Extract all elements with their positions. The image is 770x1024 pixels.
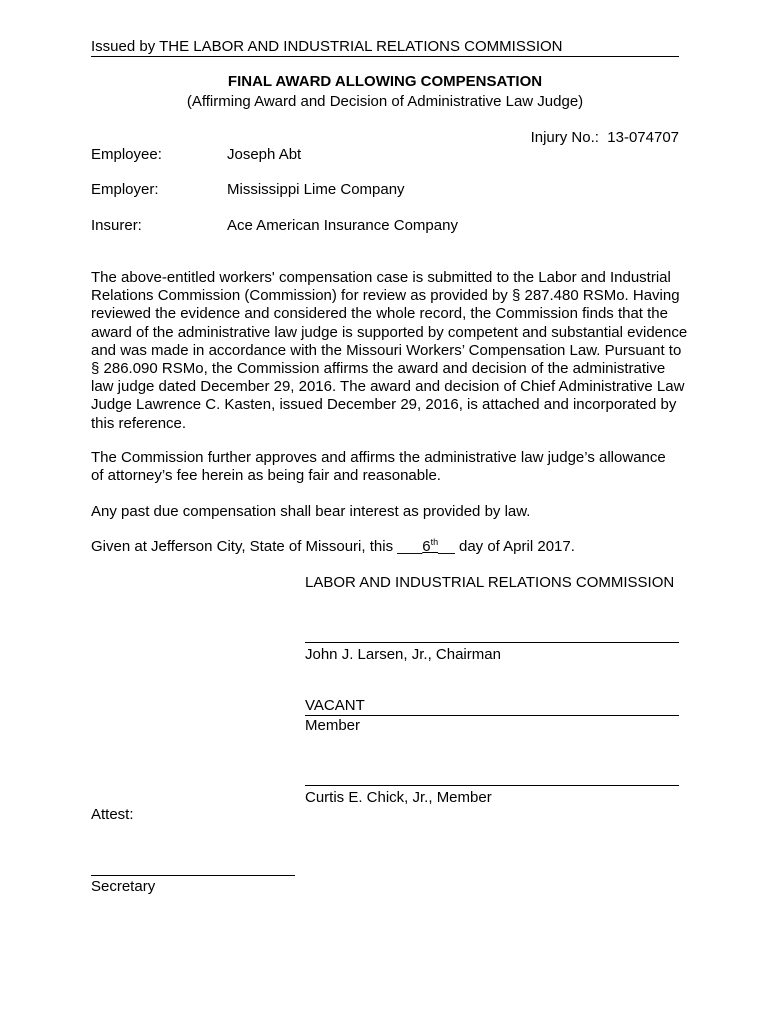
paragraph-interest: Any past due compensation shall bear interest as provided by law. <box>91 503 531 520</box>
insurer-label: Insurer: <box>91 217 142 234</box>
paragraph-line: The above-entitled workers' compensation case is submitted to the Labor and Industrial <box>91 269 671 286</box>
paragraph-line: this reference. <box>91 414 187 432</box>
employee-value: Joseph Abt <box>227 146 302 163</box>
given-day-pad-left: ___ <box>397 538 423 555</box>
given-day <box>422 538 438 555</box>
paragraph-line: The Commission further approves and affirms the administrative law judge’s allowance <box>91 449 666 466</box>
given-date-line <box>91 538 575 555</box>
member-label: Member <box>305 717 361 734</box>
document-subtitle: (Affirming Award and Decision of Administrative Law Judge) <box>186 93 584 110</box>
paragraph-line: Judge Lawrence C. Kasten, issued December 29, 2016, is attached and incorporated by <box>91 396 677 414</box>
paragraph-attorney-fee <box>91 449 701 485</box>
employer-label: Employer: <box>91 181 159 198</box>
member-name: Curtis E. Chick, Jr., Member <box>305 789 492 806</box>
given-day-suffix: th <box>430 537 439 547</box>
insurer-value: Ace American Insurance Company <box>227 217 458 234</box>
paragraph-line: and was made in accordance with the Missouri Workers’ Compensation Law. Pursuant to <box>91 341 682 359</box>
commission-heading: LABOR AND INDUSTRIAL RELATIONS COMMISSION <box>305 574 675 591</box>
paragraph-line: of attorney’s fee herein as being fair and reasonable. <box>91 467 441 485</box>
given-rest: day of April 2017. <box>454 538 575 555</box>
attest-label: Attest: <box>91 806 134 823</box>
employer-value: Mississippi Lime Company <box>227 181 405 198</box>
given-day-pad-right: __ <box>438 538 455 555</box>
secretary-label: Secretary <box>91 878 156 895</box>
paragraph-line: law judge dated December 29, 2016. The award and decision of Chief Administrative Law <box>91 378 685 396</box>
injury-label: Injury No.: <box>530 129 599 146</box>
given-day-number: 6 <box>422 538 431 555</box>
paragraph-line: award of the administrative law judge is supported by competent and substantial evidence <box>91 323 688 341</box>
paragraph-line: reviewed the evidence and considered the whole record, the Commission finds that the <box>91 305 668 323</box>
chairman-signature-line <box>305 642 679 643</box>
secretary-signature-line <box>91 875 295 876</box>
injury-number <box>531 129 679 146</box>
member-signature-line <box>305 785 679 786</box>
document-title: FINAL AWARD ALLOWING COMPENSATION <box>227 73 543 90</box>
employee-label: Employee: <box>91 146 162 163</box>
given-prefix: Given at Jefferson City, State of Missouri, this <box>91 538 398 555</box>
chairman-name: John J. Larsen, Jr., Chairman <box>305 646 501 663</box>
injury-value: 13-074707 <box>607 129 679 146</box>
paragraph-line: § 286.090 RSMo, the Commission affirms the award and decision of the administrative <box>91 360 666 378</box>
vacant-signature: VACANT <box>305 697 679 716</box>
issued-by-header: Issued by THE LABOR AND INDUSTRIAL RELATIONS COMMISSION <box>91 38 679 57</box>
paragraph-line: Relations Commission (Commission) for review as provided by § 287.480 RSMo. Having <box>91 287 680 305</box>
paragraph-review <box>91 269 701 433</box>
